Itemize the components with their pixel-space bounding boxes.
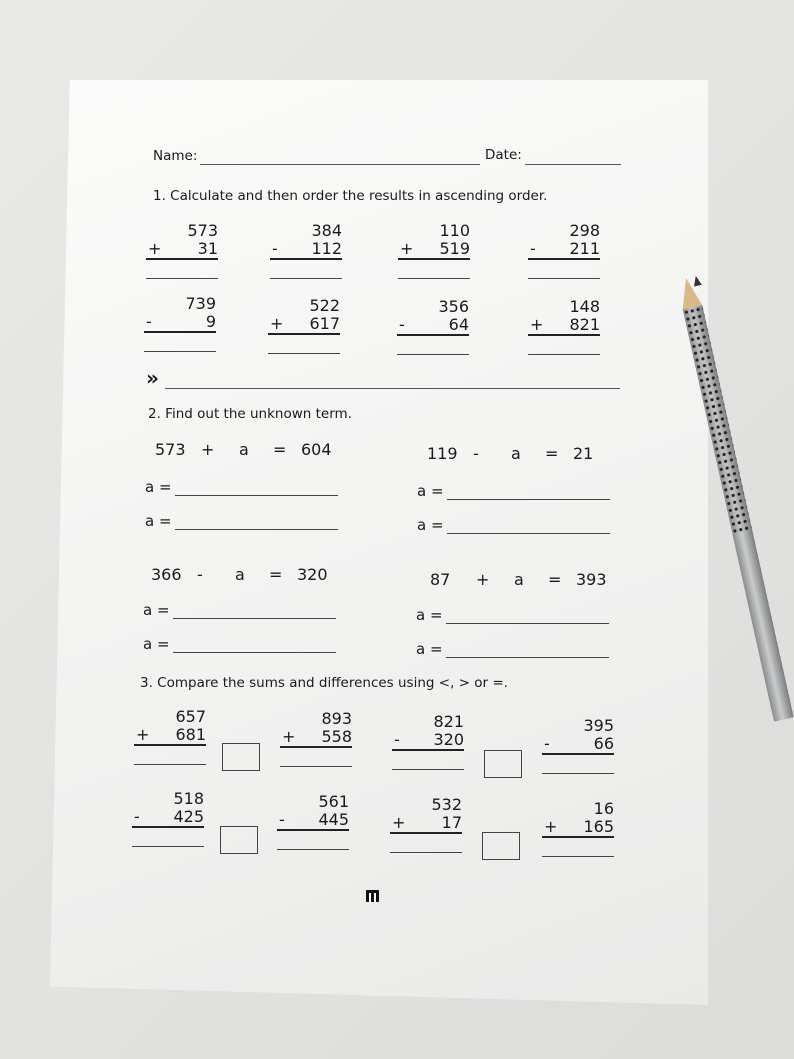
answer-line[interactable] <box>280 766 352 767</box>
answer-input-line[interactable] <box>447 485 610 500</box>
operator: + <box>544 817 558 836</box>
equation-eq: = <box>269 565 283 584</box>
operator: + <box>270 314 284 333</box>
answer-label: a = <box>143 635 170 653</box>
arithmetic-problem <box>542 800 614 857</box>
operator: + <box>530 315 544 334</box>
answer-line[interactable] <box>270 278 342 279</box>
arithmetic-problem <box>392 713 464 770</box>
answer-input-line[interactable] <box>173 638 336 653</box>
operand-row <box>280 728 352 748</box>
operand-row <box>270 240 342 260</box>
answer-line[interactable] <box>542 773 614 774</box>
arithmetic-problem <box>134 708 206 765</box>
date-field[interactable] <box>525 164 621 165</box>
order-answer-line[interactable] <box>165 388 620 389</box>
top-number: 821 <box>433 712 464 731</box>
operand-row <box>542 735 614 755</box>
top-number: 532 <box>431 795 462 814</box>
operand-row <box>528 240 600 260</box>
answer-line[interactable] <box>134 764 206 765</box>
operand-row <box>397 316 469 336</box>
top-number: 739 <box>185 294 216 313</box>
arithmetic-problem <box>144 295 216 352</box>
top-number: 518 <box>173 789 204 808</box>
unknown-variable: a <box>239 440 249 459</box>
equation-n1: 87 <box>430 570 451 589</box>
unknown-variable: a <box>511 444 521 463</box>
date-label: Date: <box>485 147 522 163</box>
top-number: 657 <box>175 707 206 726</box>
equation-n1: 119 <box>427 444 458 463</box>
answer-line[interactable] <box>397 354 469 355</box>
section3-title: 3. Compare the sums and differences using <, > or =. <box>140 675 508 691</box>
operator: - <box>146 312 152 331</box>
compare-box[interactable] <box>484 750 522 778</box>
arithmetic-problem <box>132 790 204 847</box>
top-number: 522 <box>309 296 340 315</box>
operator: + <box>392 813 406 832</box>
top-number: 395 <box>583 716 614 735</box>
answer-row <box>143 635 336 653</box>
answer-label: a = <box>145 478 172 496</box>
arithmetic-problem <box>528 298 600 355</box>
equation-n2: 604 <box>301 440 332 459</box>
answer-line[interactable] <box>132 846 204 847</box>
answer-label: a = <box>143 601 170 619</box>
top-number: 573 <box>187 221 218 240</box>
answer-label: a = <box>416 606 443 624</box>
top-number: 110 <box>439 221 470 240</box>
equation <box>151 565 327 584</box>
unknown-variable: a <box>235 565 245 584</box>
equation-op: - <box>473 444 479 463</box>
answer-input-line[interactable] <box>447 519 610 534</box>
operand-row <box>146 240 218 260</box>
bottom-number: 558 <box>321 727 352 746</box>
answer-row <box>416 640 609 658</box>
answer-line[interactable] <box>144 351 216 352</box>
section2-title: 2. Find out the unknown term. <box>148 406 352 422</box>
operand-row <box>268 315 340 335</box>
top-number: 16 <box>593 799 614 818</box>
operator: - <box>279 810 285 829</box>
operator: - <box>134 807 140 826</box>
bottom-number: 17 <box>441 813 462 832</box>
arithmetic-problem <box>268 297 340 354</box>
operand-row <box>528 316 600 336</box>
operand-row <box>277 811 349 831</box>
bottom-number: 821 <box>569 315 600 334</box>
answer-line[interactable] <box>146 278 218 279</box>
answer-label: a = <box>417 482 444 500</box>
equation <box>427 444 603 463</box>
top-number: 893 <box>321 709 352 728</box>
arithmetic-problem <box>146 222 218 279</box>
equation <box>155 440 331 459</box>
operator: - <box>530 239 536 258</box>
section1-title: 1. Calculate and then order the results in ascending order. <box>153 188 548 204</box>
operator: - <box>544 734 550 753</box>
equation-op: + <box>476 570 490 589</box>
answer-input-line[interactable] <box>175 481 338 496</box>
answer-input-line[interactable] <box>446 609 609 624</box>
answer-line[interactable] <box>398 278 470 279</box>
name-label: Name: <box>153 148 198 164</box>
answer-row <box>145 512 338 530</box>
operator: + <box>282 727 296 746</box>
answer-line[interactable] <box>392 769 464 770</box>
operand-row <box>390 814 462 834</box>
answer-label: a = <box>417 516 444 534</box>
bottom-number: 681 <box>175 725 206 744</box>
answer-line[interactable] <box>528 278 600 279</box>
bottom-number: 445 <box>318 810 349 829</box>
bottom-number: 64 <box>448 315 469 334</box>
top-number: 356 <box>438 297 469 316</box>
operand-row <box>144 313 216 333</box>
equation-n2: 21 <box>573 444 594 463</box>
answer-row <box>143 601 336 619</box>
unknown-variable: a <box>514 570 524 589</box>
top-number: 298 <box>569 221 600 240</box>
compare-box[interactable] <box>220 826 258 854</box>
equation-op: + <box>201 440 215 459</box>
top-number: 384 <box>311 221 342 240</box>
equation-eq: = <box>273 440 287 459</box>
answer-row <box>145 478 338 496</box>
answer-label: a = <box>145 512 172 530</box>
operator: + <box>148 239 162 258</box>
arithmetic-problem <box>542 717 614 774</box>
operator: - <box>399 315 405 334</box>
equation-n2: 393 <box>576 570 607 589</box>
operand-row <box>542 818 614 838</box>
equation-op: - <box>197 565 203 584</box>
bottom-number: 425 <box>173 807 204 826</box>
operand-row <box>392 731 464 751</box>
bottom-number: 519 <box>439 239 470 258</box>
answer-row <box>416 606 609 624</box>
equation <box>430 570 606 589</box>
top-number: 561 <box>318 792 349 811</box>
worksheet-paper <box>50 80 708 1005</box>
bottom-number: 31 <box>197 239 218 258</box>
operator: - <box>272 239 278 258</box>
equation-eq: = <box>545 444 559 463</box>
equation-n2: 320 <box>297 565 328 584</box>
answer-label: a = <box>416 640 443 658</box>
answer-input-line[interactable] <box>446 643 609 658</box>
top-number: 148 <box>569 297 600 316</box>
arithmetic-problem <box>277 793 349 850</box>
equation-n1: 366 <box>151 565 182 584</box>
answer-line[interactable] <box>390 852 462 853</box>
bottom-number: 112 <box>311 239 342 258</box>
operator: + <box>136 725 150 744</box>
answer-input-line[interactable] <box>173 604 336 619</box>
name-field[interactable] <box>200 164 480 165</box>
bottom-number: 617 <box>309 314 340 333</box>
operator: + <box>400 239 414 258</box>
compare-box[interactable] <box>482 832 520 860</box>
bottom-number: 211 <box>569 239 600 258</box>
operand-row <box>398 240 470 260</box>
compare-box[interactable] <box>222 743 260 771</box>
arithmetic-problem <box>270 222 342 279</box>
arithmetic-problem <box>280 710 352 767</box>
arithmetic-problem <box>397 298 469 355</box>
arithmetic-problem <box>528 222 600 279</box>
arithmetic-problem <box>398 222 470 279</box>
bottom-number: 66 <box>593 734 614 753</box>
answer-input-line[interactable] <box>175 515 338 530</box>
equation-eq: = <box>548 570 562 589</box>
answer-line[interactable] <box>268 353 340 354</box>
operand-row <box>132 808 204 828</box>
equation-n1: 573 <box>155 440 186 459</box>
bottom-number: 9 <box>205 312 216 331</box>
answer-row <box>417 516 610 534</box>
bottom-number: 320 <box>433 730 464 749</box>
order-arrow-icon: » <box>146 366 159 390</box>
maze-logo-icon <box>366 890 379 902</box>
arithmetic-problem <box>390 796 462 853</box>
answer-row <box>417 482 610 500</box>
answer-line[interactable] <box>542 856 614 857</box>
answer-line[interactable] <box>528 354 600 355</box>
answer-line[interactable] <box>277 849 349 850</box>
operator: - <box>394 730 400 749</box>
operand-row <box>134 726 206 746</box>
bottom-number: 165 <box>583 817 614 836</box>
